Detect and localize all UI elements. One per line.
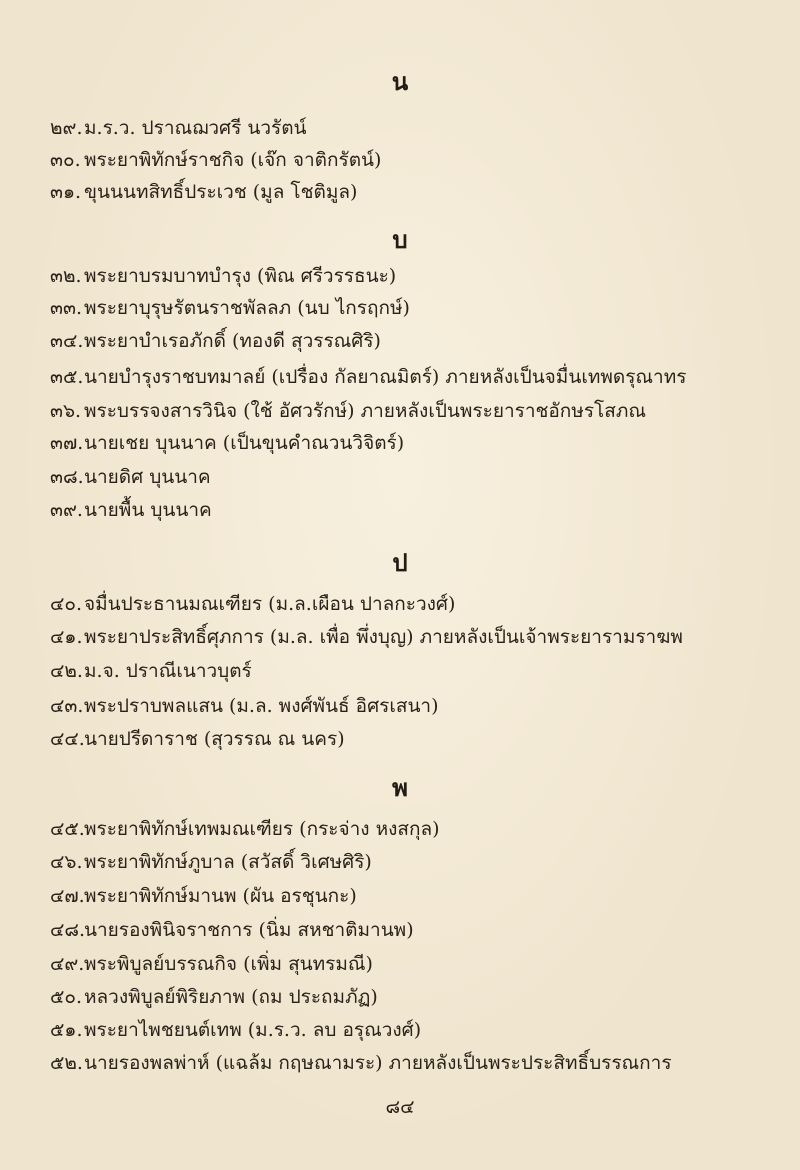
entry-number: ๔๑.: [50, 626, 83, 648]
entry-number: ๔๐.: [50, 593, 83, 615]
entry-number: ๓๓.: [50, 297, 83, 319]
entry-number: ๔๗.: [50, 885, 85, 907]
entry-text: นายรองพินิจราชการ (นิ่ม สหชาติมานพ): [84, 919, 414, 941]
entry-text: พระพิบูลย์บรรณกิจ (เพิ่ม สุนทรมณี): [84, 953, 373, 975]
entry-number: ๔๕.: [50, 818, 85, 840]
entry-number: ๓๖.: [50, 400, 82, 422]
entry-number: ๓๙.: [50, 499, 83, 521]
entry-number: ๓๘.: [50, 466, 84, 488]
section-heading-po: ป: [392, 548, 408, 577]
entry-number: ๔๘.: [50, 919, 86, 941]
entry-number: ๓๑.: [50, 181, 82, 203]
entry-text: พระยาพิทักษ์เทพมณเฑียร (กระจ่าง หงสกุล): [84, 818, 440, 840]
entry-text: นายพื้น บุนนาค: [84, 499, 212, 521]
entry-text: ม.จ. ปราณีเนาวบุตร์: [84, 660, 252, 682]
section-heading-no: น: [391, 67, 409, 96]
entry-number: ๓๐.: [50, 149, 81, 171]
entry-text: จมื่นประธานมณเฑียร (ม.ล.เผือน ปาลกะวงศ์): [84, 593, 456, 615]
entry-number: ๓๕.: [50, 366, 84, 388]
entry-text: นายปรีดาราช (สุวรรณ ณ นคร): [84, 728, 345, 750]
entry-text: พระยาบุรุษรัตนราชพัลลภ (นบ ไกรฤกษ์): [84, 297, 410, 319]
entry-number: ๔๔.: [50, 728, 85, 750]
entry-number: ๓๔.: [50, 330, 84, 352]
entry-number: ๓๗.: [50, 432, 84, 454]
entry-text: พระบรรจงสารวินิจ (ใช้ อัศวรักษ์) ภายหลังเป็นพระยาราชอักษรโสภณ: [84, 400, 646, 422]
entry-text: นายเชย บุนนาค (เป็นขุนคำณวนวิจิตร์): [84, 432, 405, 454]
entry-number: ๕๑.: [50, 1019, 83, 1041]
entry-number: ๔๓.: [50, 695, 84, 717]
entry-text: ม.ร.ว. ปราณฌวศรี นวรัตน์: [84, 117, 307, 139]
entry-text: นายบำรุงราชบทมาลย์ (เปรื่อง กัลยาณมิตร์) ภายหลังเป็นจมื่นเทพดรุณาทร: [84, 366, 687, 388]
entry-number: ๔๖.: [50, 851, 83, 873]
entry-text: พระปราบพลแสน (ม.ล. พงศ์พันธ์ อิศรเสนา): [84, 695, 439, 717]
entry-text: พระยาประสิทธิ์ศุภการ (ม.ล. เพื่อ พึ่งบุญ) ภายหลังเป็นเจ้าพระยารามราฆพ: [84, 626, 683, 648]
entry-text: นายดิศ บุนนาค: [84, 466, 211, 488]
entry-text: พระยาพิทักษ์ราชกิจ (เจ๊ก จาติกรัตน์): [84, 149, 382, 171]
entry-number: ๔๙.: [50, 953, 85, 975]
entry-text: ขุนนนทสิทธิ์ประเวช (มูล โชติมูล): [84, 181, 358, 203]
entry-number: ๓๒.: [50, 265, 82, 287]
section-heading-pho: พ: [392, 773, 408, 802]
entry-number: ๔๒.: [50, 660, 83, 682]
entry-text: พระยาพิทักษ์ภูบาล (สวัสดิ์ วิเศษศิริ): [84, 851, 372, 873]
page-number: ๘๔: [385, 1096, 415, 1118]
entry-text: พระยาบำเรอภักดิ์ (ทองดี สุวรรณศิริ): [84, 330, 381, 352]
entry-text: หลวงพิบูลย์พิริยภาพ (ถม ประถมภัฏ): [84, 986, 378, 1008]
entry-number: ๕๐.: [50, 986, 83, 1008]
entry-text: พระยาบรมบาทบำรุง (พิณ ศรีวรรธนะ): [84, 265, 397, 287]
entry-text: นายรองพลพ่าห์ (แฉล้ม กฤษณามระ) ภายหลังเป็นพระประสิทธิ์บรรณการ: [84, 1052, 672, 1074]
entry-text: พระยาพิทักษ์มานพ (ผัน อรชุนกะ): [84, 885, 357, 907]
entry-number: ๒๙.: [50, 117, 83, 139]
section-heading-bo: บ: [392, 225, 408, 254]
entry-number: ๕๒.: [50, 1052, 83, 1074]
entry-text: พระยาไพชยนต์เทพ (ม.ร.ว. ลบ อรุณวงศ์): [84, 1019, 422, 1041]
